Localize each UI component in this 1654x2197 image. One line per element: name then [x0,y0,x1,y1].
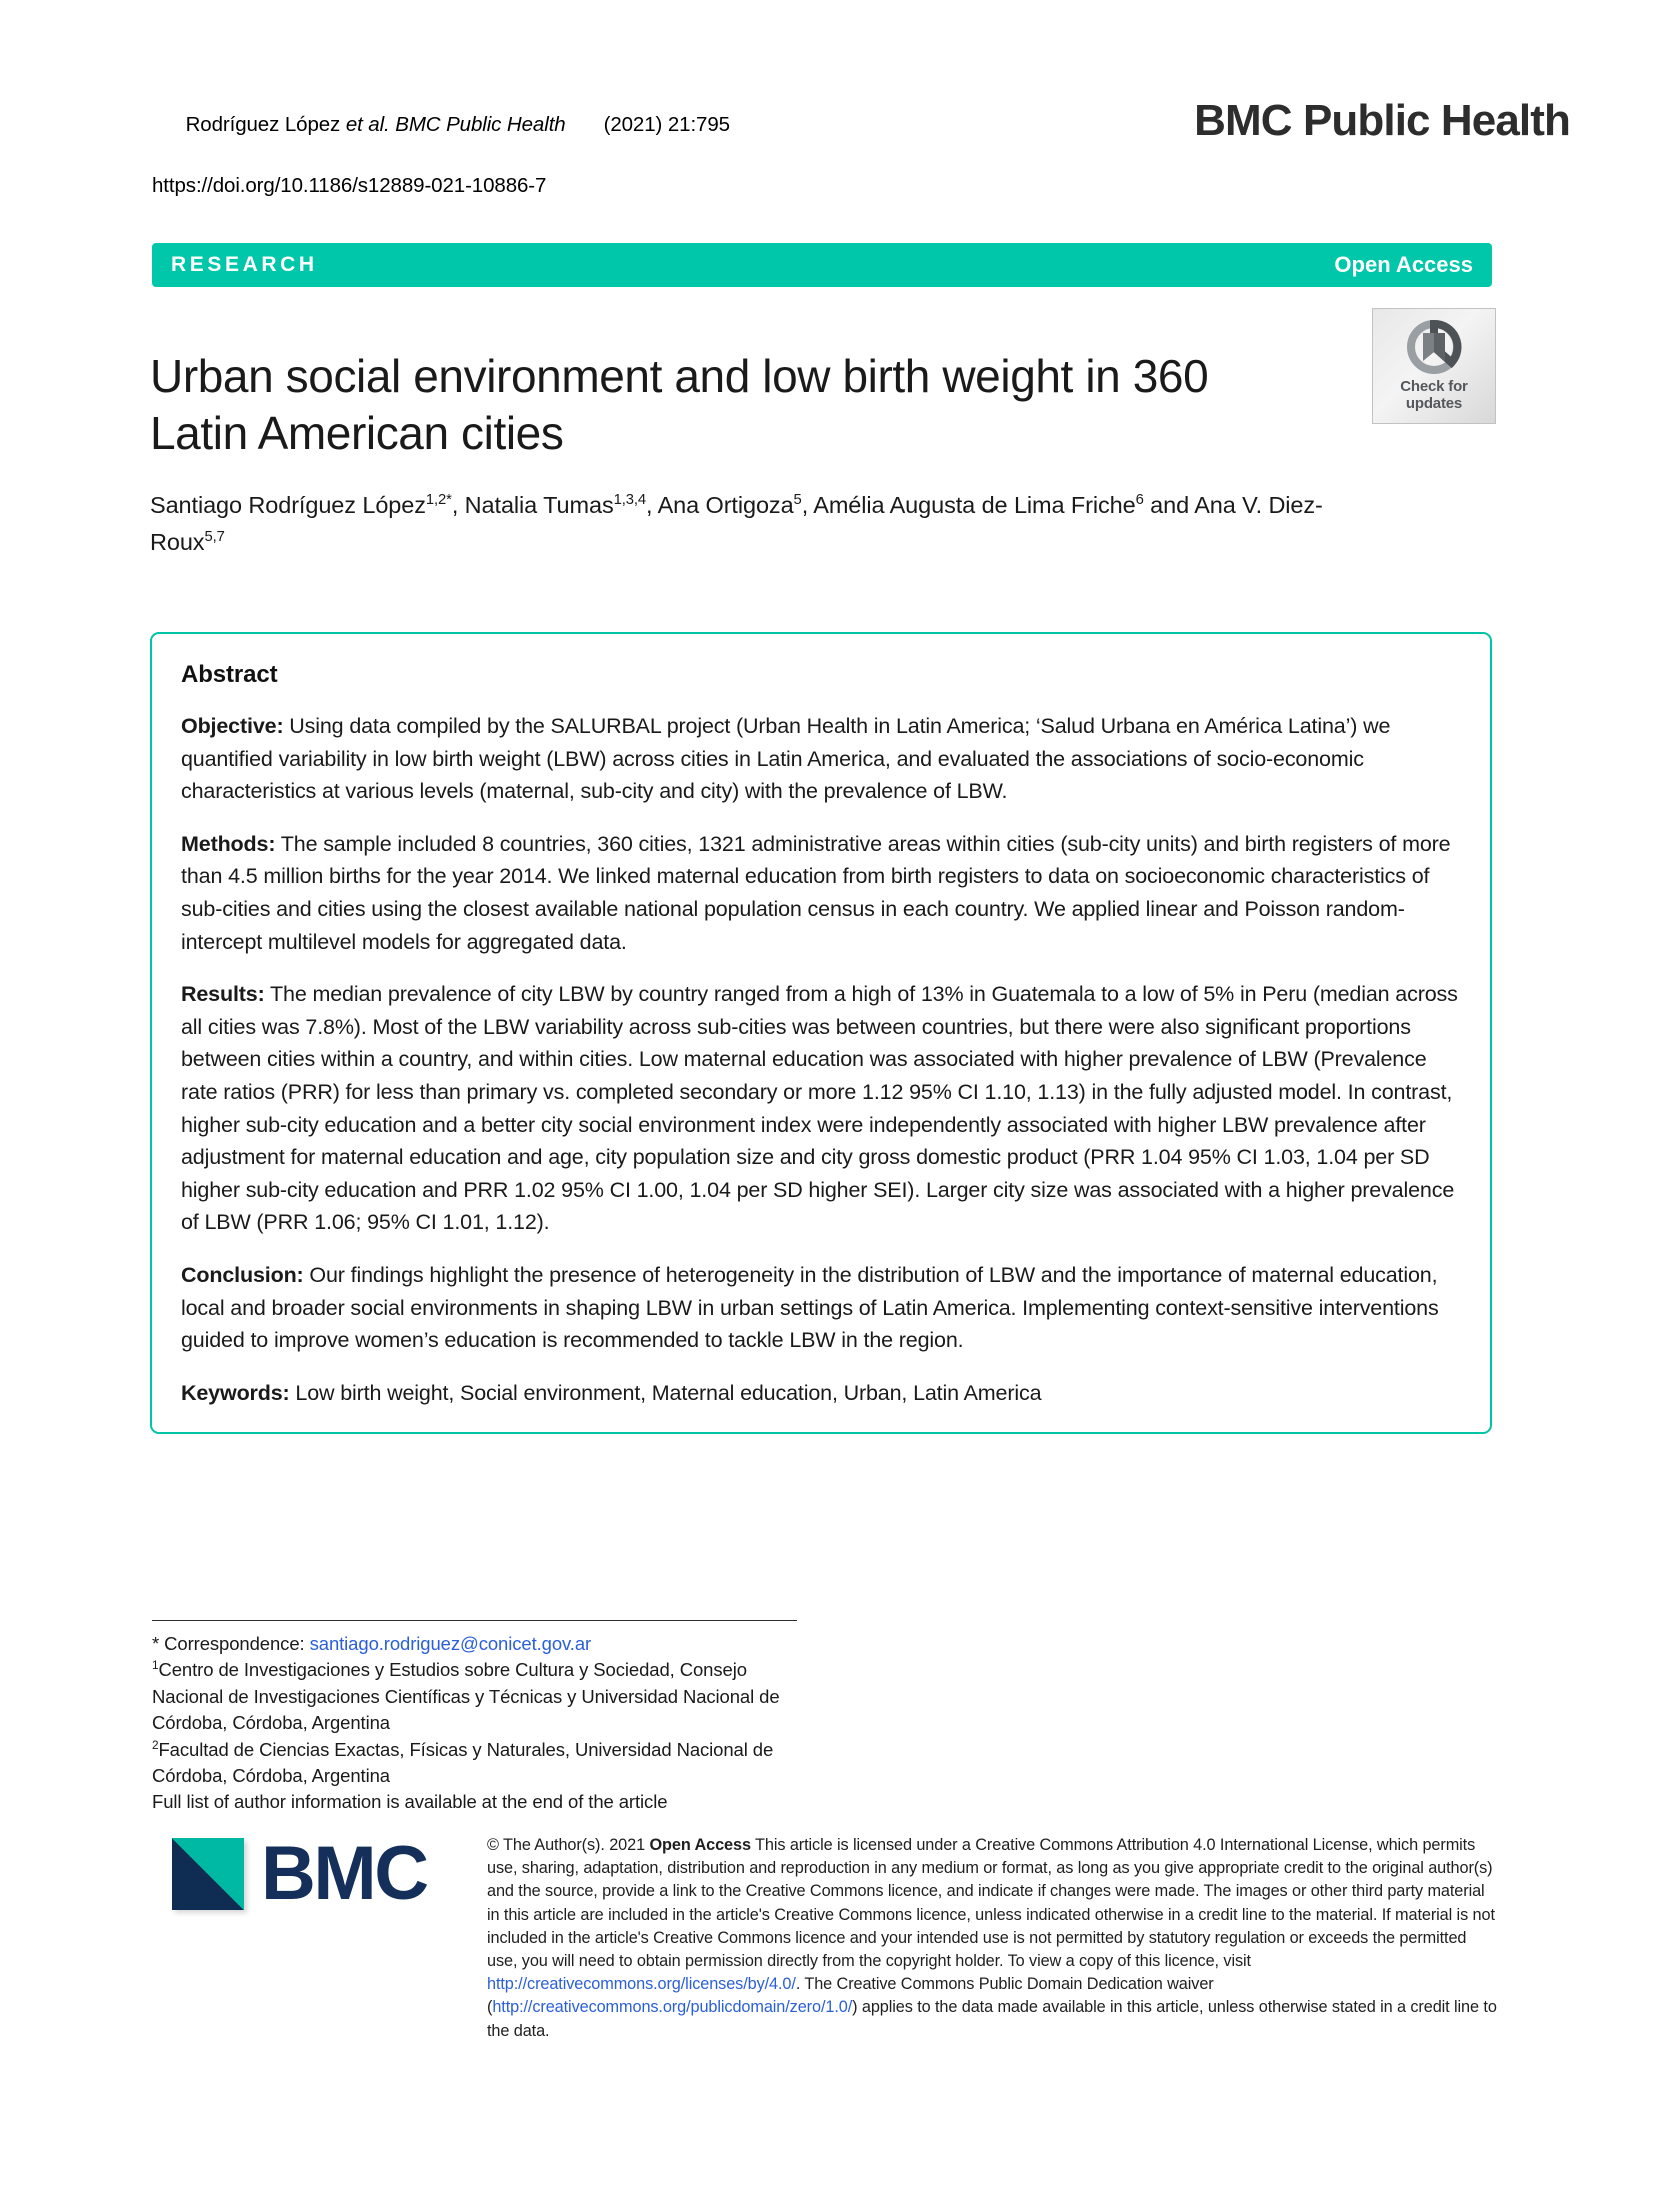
abstract-text-conclusion: Our findings highlight the presence of heterogeneity in the distribution of LBW and the importance of maternal education, local and broader social environments in shaping LBW in urban settings of Latin America. Implementing context-sensitive interventions guided to improve women’s education is recommended to tackle LBW in the region. [181,1262,1439,1353]
abstract-text-objective: Using data compiled by the SALURBAL project (Urban Health in Latin America; ‘Salud Urbana en América Latina’) we quantified variability in low birth weight (LBW) across cities in Latin America, and evaluated the associations of socio-economic characteristics at various levels (maternal, sub-city and city) with the prevalence of LBW. [181,714,1391,804]
correspondence-label: * Correspondence: [152,1633,310,1654]
footnote-block [152,1631,812,1816]
abstract-label-objective: Objective: [181,714,284,738]
cc-zero-waiver-link[interactable]: http://creativecommons.org/publicdomain/zero/1.0/ [492,1998,853,2017]
running-head-citation: (2021) 21:795 [603,113,730,136]
correspondence-email-link[interactable]: santiago.rodriguez@conicet.gov.ar [309,1633,592,1654]
bmc-wordmark: BMC [261,1831,427,1916]
journal-title: BMC Public Health [1194,96,1570,145]
abstract-section-objective [181,710,1461,808]
open-access-label: Open Access [1334,252,1473,277]
abstract-section-results [181,978,1461,1239]
abstract-label-results: Results: [181,982,265,1007]
license-body-3: ) applies to the data made available in this article, unless otherwise stated in a credit line to the data. [487,1998,1497,2040]
full-author-list-note: Full list of author information is available at the end of the article [152,1791,668,1813]
abstract-section-methods [181,828,1461,958]
abstract-section-conclusion [181,1259,1461,1357]
affiliation-2-text: Facultad de Ciencias Exactas, Físicas y Naturales, Universidad Nacional de Córdoba, Córdoba, Argentina [152,1738,774,1787]
license-body-2: . The Creative Commons Public Domain Dedication waiver ( [487,1975,1214,2017]
page-title: Urban social environment and low birth weight in 360 Latin American cities [150,349,1209,459]
article-type-label: RESEARCH [171,253,318,276]
abstract-container [150,632,1492,1434]
affiliation-1-text: Centro de Investigaciones y Estudios sobre Cultura y Sociedad, Consejo Nacional de Investigaciones Científicas y Técnicas y Universidad Nacional de Córdoba, Córdoba, Argentina [152,1659,780,1734]
keywords-text: Low birth weight, Social environment, Maternal education, Urban, Latin America [289,1380,1042,1405]
doi-link[interactable]: https://doi.org/10.1186/s12889-021-10886-7 [152,174,547,197]
running-head-authors: Rodríguez López [185,113,346,136]
abstract-label-methods: Methods: [181,831,276,856]
check-for-updates-badge[interactable] [1372,308,1496,424]
abstract-text-results: The median prevalence of city LBW by country ranged from a high of 13% in Guatemala to a low of 5% in Peru (median across all cities was 7.8%). Most of the LBW variability across sub-cities was between countries, but there were also significant proportions between cities within a country, and within cities. Low maternal education was associated with higher prevalence of LBW (Prevalence rate ratios (PRR) for less than primary vs. completed secondary or more 1.12 95% CI 1.10, 1.13) in the fully adjusted model. In contrast, higher sub-city education and a better city social environment index were independently associated with higher LBW prevalence after adjustment for maternal education and age, city population size and city gross domestic product (PRR 1.04 95% CI 1.03, 1.04 per SD higher sub-city education and PRR 1.02 95% CI 1.00, 1.04 per SD higher SEI). Larger city size was associated with a higher prevalence of LBW (PRR 1.06; 95% CI 1.01, 1.12). [181,982,1458,1235]
author-list: Santiago Rodríguez López$^{1,2*}$, Natalia Tumas$^{1,3,4}$, Ana Ortigoza$^5$, Amélia Augusta de Lima Friche$^6$ and Ana V. Diez-Roux$^{5,7}$ [150,492,1323,555]
abstract-text-methods: The sample included 8 countries, 360 cities, 1321 administrative areas within cities (sub-city units) and birth registers of more than 4.5 million births for the year 2014. We linked maternal education from birth registers to data on socioeconomic characteristics of sub-cities and cities using the closest available national population census in each country. We applied linear and Poisson random-intercept multilevel models for aggregated data. [181,831,1451,954]
abstract-sections [181,710,1461,1409]
affiliation-1-marker: 1 [152,1658,159,1673]
footnote-divider [152,1620,797,1621]
copyright-text: © The Author(s). 2021 [487,1836,650,1854]
abstract-heading: Abstract [181,661,278,688]
bmc-logo [172,1831,427,1916]
crossmark-icon [1405,318,1463,376]
article-type-banner [152,243,1492,287]
abstract-label-keywords: Keywords: [181,1380,290,1405]
abstract-section-keywords [181,1377,1461,1410]
abstract-label-conclusion: Conclusion: [181,1262,304,1287]
bmc-mark-icon [172,1838,244,1910]
running-head [152,80,912,201]
cc-by-license-link[interactable]: http://creativecommons.org/licenses/by/4.0/ [487,1975,796,1994]
license-statement [487,1834,1497,2043]
running-head-journal: et al. BMC Public Health [345,113,566,136]
open-access-bold: Open Access [649,1836,751,1854]
license-body-1: This article is licensed under a Creative Commons Attribution 4.0 International License, which permits use, sharing, adaptation, distribution and reproduction in any medium or format, as long as you give appropriate credit to the original author(s) and the source, provide a link to the Creative Commons licence, and indicate if changes were made. The images or other third party material in this article are included in the article's Creative Commons licence, unless indicated otherwise in a credit line to the material. If material is not included in the article's Creative Commons licence and your intended use is not permitted by statutory regulation or exceeds the permitted use, you will need to obtain permission directly from the copyright holder. To view a copy of this licence, visit [487,1836,1495,1971]
crossmark-line-1: Check for [1400,378,1468,395]
crossmark-line-2: updates [1405,395,1463,412]
affiliation-2-marker: 2 [152,1737,159,1752]
